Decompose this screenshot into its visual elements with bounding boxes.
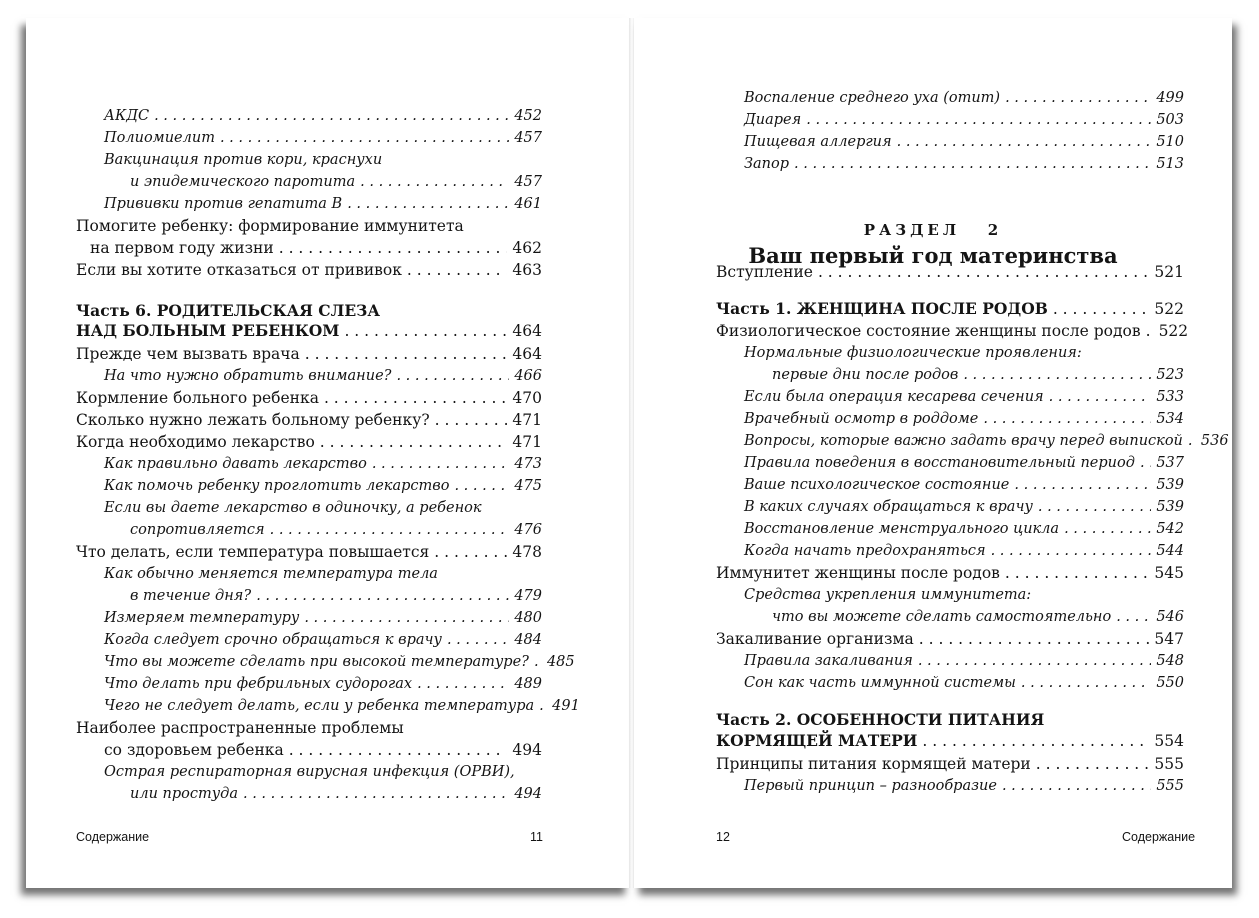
- toc-entry-page: 471: [512, 433, 542, 451]
- toc-entry: [104, 608, 542, 628]
- toc-entry: [716, 262, 1184, 282]
- toc-entry-title: Иммунитет женщины после родов: [716, 564, 1000, 582]
- toc-entry: [130, 586, 542, 606]
- toc-entry-title: Врачебный осмотр в роддоме: [744, 411, 979, 427]
- toc-entry-page: 523: [1156, 367, 1184, 383]
- leader-dots: [794, 154, 1151, 174]
- toc-entry-title: Принципы питания кормящей матери: [716, 755, 1031, 773]
- leader-dots: [279, 238, 508, 258]
- leader-dots: [344, 321, 507, 341]
- toc-entry-title-line1: Вакцинация против кори, краснухи: [104, 152, 383, 168]
- leader-dots: [396, 366, 509, 386]
- leader-dots: [154, 106, 509, 126]
- toc-entry-page: 473: [514, 456, 542, 472]
- toc-entry: [104, 366, 542, 386]
- leader-dots: [1188, 431, 1196, 451]
- toc-entry-title: что вы можете сделать самостоятельно: [772, 609, 1112, 625]
- toc-entry: [104, 476, 542, 496]
- toc-entry-page: 494: [514, 786, 542, 802]
- leader-dots: [447, 630, 509, 650]
- leader-dots: [991, 541, 1152, 561]
- leader-dots: [220, 128, 509, 148]
- leader-dots: [320, 432, 508, 452]
- toc-entry-title: Что делать при фебрильных судорогах: [104, 676, 413, 692]
- leader-dots: [243, 784, 509, 804]
- toc-entry-part: [716, 731, 1184, 751]
- right-page: [634, 18, 1232, 888]
- toc-entry-page: 476: [514, 522, 542, 538]
- toc-entry-title: Что делать, если температура повышается: [76, 543, 430, 561]
- leader-dots: [1053, 299, 1150, 319]
- toc-entry-page: 499: [1156, 90, 1184, 106]
- toc-entry: [130, 520, 542, 540]
- leader-dots: [919, 629, 1150, 649]
- toc-entry-page: 547: [1154, 630, 1184, 648]
- toc-entry-page: 470: [512, 389, 542, 407]
- toc-entry-page: 461: [514, 196, 542, 212]
- toc-entry-title: Прежде чем вызвать врача: [76, 345, 300, 363]
- page-number: 11: [530, 830, 543, 844]
- toc-entry: [130, 172, 542, 192]
- toc-entry-title: Если была операция кесарева сечения: [744, 389, 1044, 405]
- leader-dots: [417, 674, 509, 694]
- leader-dots: [305, 344, 508, 364]
- leader-dots: [289, 740, 508, 760]
- toc-entry-title: Запор: [744, 156, 790, 172]
- toc-entry-page: 539: [1156, 499, 1184, 515]
- toc-entry-title: КОРМЯЩЕЙ МАТЕРИ: [716, 731, 918, 750]
- toc-entry-page: 542: [1156, 521, 1184, 537]
- toc-entry: [104, 106, 542, 126]
- toc-entry-title: Вступление: [716, 263, 813, 281]
- toc-entry: [104, 128, 542, 148]
- toc-entry-title: Сон как часть иммунной системы: [744, 675, 1016, 691]
- toc-entry: [744, 475, 1184, 495]
- toc-entry-page: 475: [514, 478, 542, 494]
- toc-entry: [772, 365, 1184, 385]
- toc-entry-page: 545: [1154, 564, 1184, 582]
- leader-dots: [1036, 754, 1150, 774]
- toc-entry: [744, 110, 1184, 130]
- toc-entry: [772, 607, 1184, 627]
- leader-dots: [347, 194, 509, 214]
- toc-entry-page: 546: [1156, 609, 1184, 625]
- leader-dots: [360, 172, 509, 192]
- toc-entry-title: Измеряем температуру: [104, 610, 300, 626]
- toc-entry-page: 478: [512, 543, 542, 561]
- toc-entry-page: 510: [1156, 134, 1184, 150]
- toc-entry-page: 489: [514, 676, 542, 692]
- toc-entry-title: Кормление больного ребенка: [76, 389, 319, 407]
- toc-entry-page: 484: [514, 632, 542, 648]
- toc-entry: [744, 519, 1184, 539]
- toc-entry-title-line1: Как обычно меняется температура тела: [104, 566, 438, 582]
- toc-entry: [716, 321, 1189, 341]
- toc-entry-title: Правила поведения в восстановительный период: [744, 455, 1135, 471]
- leader-dots: [1038, 497, 1151, 517]
- toc-entry-page: 479: [514, 588, 542, 604]
- toc-entry: [744, 673, 1184, 693]
- toc-entry-page: 550: [1156, 675, 1184, 691]
- toc-entry: [104, 652, 575, 672]
- toc-entry-title-line1: Если вы даете лекарство в одиночку, а ребенок: [104, 500, 482, 516]
- leader-dots: [539, 696, 547, 716]
- section-title: Ваш первый год материнства: [748, 243, 1118, 268]
- toc-entry-title: Как правильно давать лекарство: [104, 456, 367, 472]
- leader-dots: [256, 586, 509, 606]
- toc-entry-page: 471: [512, 411, 542, 429]
- left-page: [26, 18, 630, 888]
- toc-entry: [90, 238, 542, 258]
- toc-entry-title: НАД БОЛЬНЫМ РЕБЕНКОМ: [76, 321, 340, 340]
- leader-dots: [1005, 88, 1151, 108]
- toc-entry: [76, 344, 542, 364]
- toc-entry: [744, 453, 1184, 473]
- leader-dots: [1064, 519, 1151, 539]
- toc-entry-page: 539: [1156, 477, 1184, 493]
- leader-dots: [1140, 453, 1151, 473]
- toc-entry-page: 457: [514, 174, 542, 190]
- leader-dots: [1021, 673, 1151, 693]
- leader-dots: [1014, 475, 1151, 495]
- toc-entry-page: 544: [1156, 543, 1184, 559]
- toc-entry-page: 463: [512, 261, 542, 279]
- toc-entry-title-line1: Нормальные физиологические проявления:: [744, 345, 1082, 361]
- toc-entry-page: 491: [552, 698, 580, 714]
- toc-entry-title: в течение дня?: [130, 588, 252, 604]
- toc-entry-page: 537: [1156, 455, 1184, 471]
- toc-entry: [104, 194, 542, 214]
- toc-entry-page: 522: [1158, 322, 1189, 340]
- toc-entry: [76, 260, 542, 280]
- toc-entry-title: Первый принцип – разнообразие: [744, 778, 997, 794]
- toc-entry: [744, 387, 1184, 407]
- leader-dots: [983, 409, 1151, 429]
- toc-entry-title: Восстановление менструального цикла: [744, 521, 1060, 537]
- part-heading-line1: Часть 6. РОДИТЕЛЬСКАЯ СЛЕЗА: [76, 301, 380, 320]
- toc-entry-title: на первом году жизни: [90, 239, 274, 257]
- toc-entry-title: Часть 1. ЖЕНЩИНА ПОСЛЕ РОДОВ: [716, 299, 1048, 318]
- toc-entry: [76, 432, 542, 452]
- toc-entry-page: 466: [514, 368, 542, 384]
- leader-dots: [270, 520, 510, 540]
- toc-entry-page: 462: [512, 239, 542, 257]
- toc-entry: [104, 674, 542, 694]
- toc-entry-title: Пищевая аллергия: [744, 134, 892, 150]
- toc-entry: [744, 776, 1184, 796]
- toc-entry-title: Когда необходимо лекарство: [76, 433, 315, 451]
- toc-entry-title: Чего не следует делать, если у ребенка температура: [104, 698, 535, 714]
- toc-entry-title: АКДС: [104, 108, 150, 124]
- toc-entry-page: 503: [1156, 112, 1184, 128]
- toc-entry-title: Воспаление среднего уха (отит): [744, 90, 1001, 106]
- toc-entry-title: Сколько нужно лежать больному ребенку?: [76, 411, 430, 429]
- toc-entry-title-line1: Острая респираторная вирусная инфекция (ОРВИ),: [104, 764, 515, 780]
- toc-entry-page: 522: [1154, 300, 1184, 318]
- section-label: РАЗДЕЛ 2: [863, 221, 1003, 239]
- toc-entry: [104, 630, 542, 650]
- toc-entry: [104, 454, 542, 474]
- toc-entry-title: Закаливание организма: [716, 630, 914, 648]
- leader-dots: [1049, 387, 1152, 407]
- toc-entry: [744, 132, 1184, 152]
- toc-entry: [104, 740, 542, 760]
- toc-entry-title-line1: Наиболее распространенные проблемы: [76, 719, 404, 737]
- toc-entry-title-line1: Помогите ребенку: формирование иммунитета: [76, 217, 464, 235]
- toc-entry: [744, 431, 1229, 451]
- running-footer-label: Содержание: [1122, 830, 1196, 844]
- toc-entry-page: 480: [514, 610, 542, 626]
- toc-entry-title: На что нужно обратить внимание?: [104, 368, 392, 384]
- toc-entry: [744, 497, 1184, 517]
- toc-entry-page: 464: [512, 322, 542, 340]
- toc-entry: [744, 651, 1184, 671]
- toc-entry-title: Когда начать предохраняться: [744, 543, 986, 559]
- toc-entry: [716, 629, 1184, 649]
- toc-entry-title: и эпидемического паротита: [130, 174, 356, 190]
- toc-entry: [716, 754, 1184, 774]
- toc-entry-title: Что вы можете сделать при высокой температуре?: [104, 654, 529, 670]
- toc-entry: [716, 563, 1184, 583]
- toc-entry-title: Правила закаливания: [744, 653, 913, 669]
- toc-entry: [744, 409, 1184, 429]
- toc-entry-title: Прививки против гепатита В: [104, 196, 343, 212]
- toc-entry-title: со здоровьем ребенка: [104, 741, 284, 759]
- toc-entry-title: Ваше психологическое состояние: [744, 477, 1010, 493]
- toc-entry: [76, 542, 542, 562]
- toc-entry-title: первые дни после родов: [772, 367, 959, 383]
- toc-entry-title: Как помочь ребенку проглотить лекарство: [104, 478, 450, 494]
- toc-entry: [130, 784, 542, 804]
- leader-dots: [806, 110, 1151, 130]
- toc-entry-title: или простуда: [130, 786, 238, 802]
- toc-entry-page: 554: [1154, 732, 1184, 750]
- toc-entry-page: 457: [514, 130, 542, 146]
- leader-dots: [534, 652, 542, 672]
- toc-entry-page: 521: [1154, 263, 1184, 281]
- toc-entry-title: В каких случаях обращаться к врачу: [744, 499, 1033, 515]
- leader-dots: [1005, 563, 1150, 583]
- toc-entry-title: Когда следует срочно обращаться к врачу: [104, 632, 442, 648]
- toc-entry-title: Если вы хотите отказаться от прививок: [76, 261, 402, 279]
- toc-entry: [76, 410, 542, 430]
- leader-dots: [897, 132, 1152, 152]
- toc-entry: [104, 696, 580, 716]
- toc-entry: [744, 541, 1184, 561]
- leader-dots: [963, 365, 1151, 385]
- running-footer-label: Содержание: [76, 830, 150, 844]
- toc-entry-page: 533: [1156, 389, 1184, 405]
- toc-entry-page: 485: [546, 654, 575, 670]
- toc-entry-page: 513: [1156, 156, 1184, 172]
- toc-entry-page: 464: [512, 345, 542, 363]
- toc-entry-title-line1: Средства укрепления иммунитета:: [744, 587, 1032, 603]
- toc-entry-page: 452: [514, 108, 542, 124]
- leader-dots: [434, 542, 507, 562]
- leader-dots: [1116, 607, 1151, 627]
- toc-entry-page: 534: [1156, 411, 1184, 427]
- leader-dots: [454, 476, 509, 496]
- toc-entry-title: Полиомиелит: [104, 130, 215, 146]
- leader-dots: [407, 260, 508, 280]
- page-number: 12: [716, 830, 730, 844]
- leader-dots: [1146, 321, 1154, 341]
- toc-entry-page: 555: [1154, 755, 1184, 773]
- toc-entry-title: Вопросы, которые важно задать врачу перед выпиской: [744, 433, 1183, 449]
- leader-dots: [304, 608, 509, 628]
- toc-entry-page: 536: [1200, 433, 1229, 449]
- part-heading-line1: Часть 2. ОСОБЕННОСТИ ПИТАНИЯ: [716, 710, 1045, 729]
- toc-entry-page: 555: [1156, 778, 1184, 794]
- leader-dots: [435, 410, 508, 430]
- toc-entry-title: Физиологическое состояние женщины после родов: [716, 322, 1141, 340]
- leader-dots: [922, 731, 1149, 751]
- toc-entry: [76, 388, 542, 408]
- leader-dots: [372, 454, 510, 474]
- leader-dots: [818, 262, 1149, 282]
- toc-entry-part: [716, 299, 1184, 319]
- toc-entry-title: сопротивляется: [130, 522, 265, 538]
- leader-dots: [1002, 776, 1151, 796]
- toc-entry-part: [76, 321, 542, 341]
- toc-entry-page: 548: [1156, 653, 1184, 669]
- leader-dots: [324, 388, 507, 408]
- toc-entry: [744, 88, 1184, 108]
- toc-entry-title: Диарея: [744, 112, 802, 128]
- toc-entry-page: 494: [512, 741, 542, 759]
- leader-dots: [918, 651, 1151, 671]
- toc-entry: [744, 154, 1184, 174]
